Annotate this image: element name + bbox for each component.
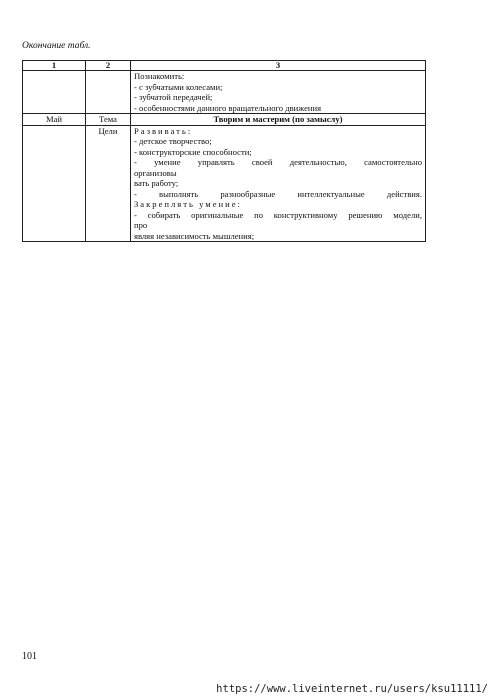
intro-heading: Познакомить: <box>134 71 185 81</box>
table-row <box>23 114 426 126</box>
goal-item: - детское творчество; <box>134 136 212 146</box>
row3-col1 <box>23 125 86 242</box>
goals-label-cell: Цели <box>86 125 131 242</box>
topic-label-cell: Тема <box>86 114 131 126</box>
goal-item-continued: про <box>134 220 148 230</box>
intro-item: - зубчатой передачей; <box>134 92 213 102</box>
row1-col1 <box>23 71 86 114</box>
content-table <box>22 60 426 242</box>
header-cell-1: 1 <box>23 61 86 71</box>
table-caption: Окончание табл. <box>22 41 91 51</box>
goal-item-continued: являя независимость мышления; <box>134 230 255 241</box>
table-row <box>23 71 426 114</box>
develop-heading: Развивать: <box>134 125 193 136</box>
table-row <box>23 125 426 242</box>
header-cell-2: 2 <box>86 61 131 71</box>
month-cell: Май <box>23 114 86 126</box>
intro-item: - с зубчатыми колесами; <box>134 81 223 92</box>
goal-item: - умение управлять своей деятельностью, самостоятельно <box>134 157 422 167</box>
watermark-url: https://www.liveinternet.ru/users/ksu11111/ <box>216 683 488 695</box>
goal-item: - выполнять разнообразные интеллектуальные действия. <box>134 188 422 199</box>
row1-col3 <box>131 71 426 114</box>
topic-title-cell: Творим и мастерим (по замыслу) <box>131 114 426 126</box>
row1-col2 <box>86 71 131 114</box>
goal-item-continued: вать работу; <box>134 178 179 188</box>
page-number: 101 <box>22 651 37 662</box>
goal-item: - собирать оригинальные по конструктивному решению модели, <box>134 209 422 220</box>
goals-cell <box>131 125 426 242</box>
intro-item: - особенностями данного вращательного движения <box>134 102 322 113</box>
table-header-row <box>23 61 426 71</box>
header-cell-3: 3 <box>131 61 426 71</box>
goal-item-continued: организовы <box>134 167 177 178</box>
consolidate-heading: Закреплять умение: <box>134 199 242 209</box>
goal-item: - конструкторские способности; <box>134 146 252 157</box>
